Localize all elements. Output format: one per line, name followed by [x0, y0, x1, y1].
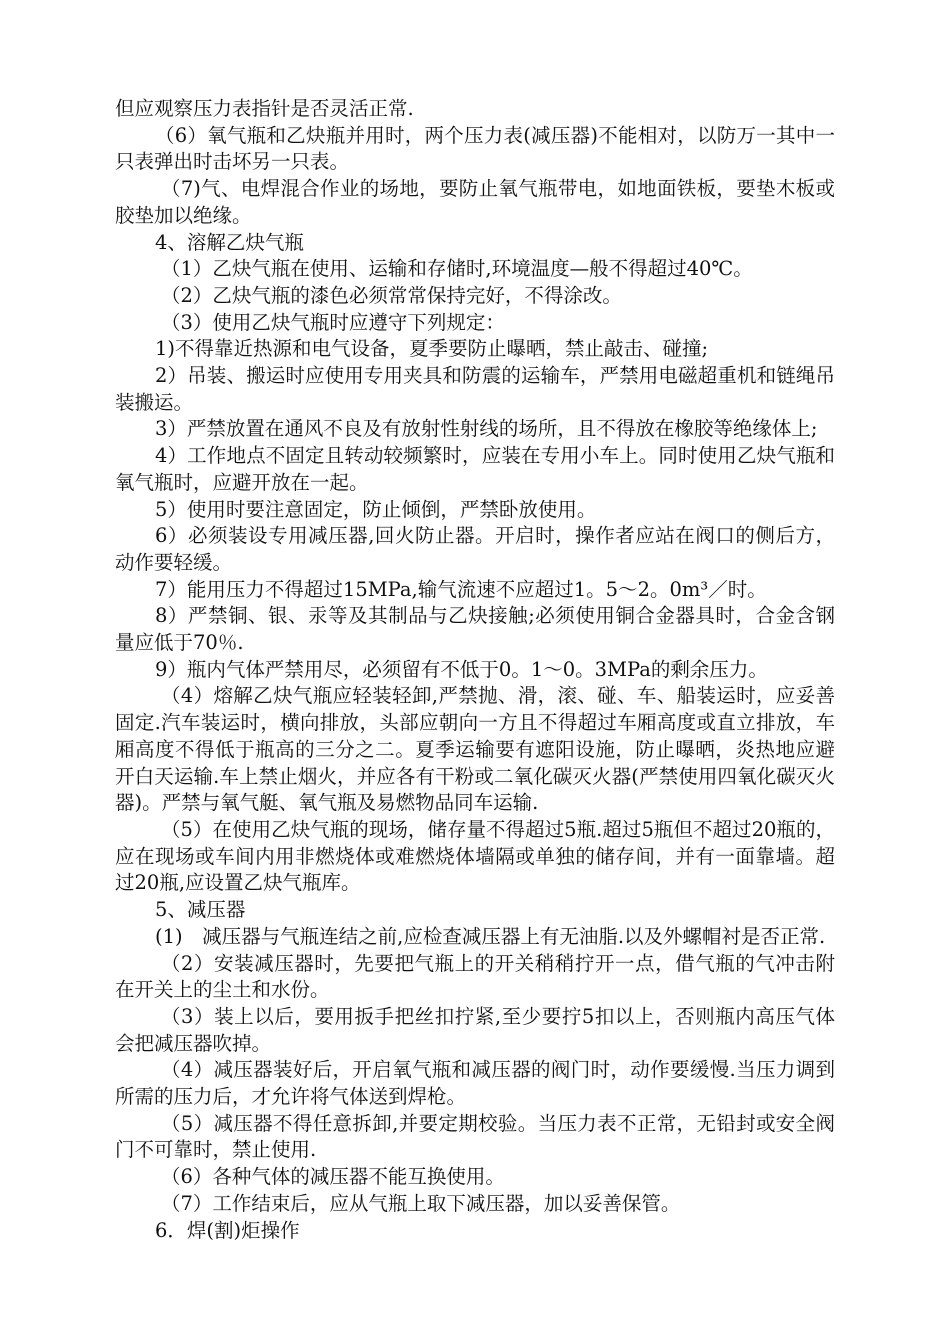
- paragraph: (1) 减压器与气瓶连结之前,应检查减压器上有无油脂.以及外螺帽衬是否正常.: [155, 924, 826, 948]
- paragraph: （3）装上以后，要用扳手把丝扣拧紧,至少要拧5扣以上，否则瓶内高压气体会把减压器吹掉。: [115, 1004, 835, 1055]
- paragraph: （1）乙炔气瓶在使用、运输和存储时,环境温度—般不得超过40℃。: [161, 257, 753, 281]
- paragraph: （3）使用乙炔气瓶时应遵守下列规定：: [161, 310, 505, 334]
- paragraph: （4）减压器装好后，开启氧气瓶和减压器的阀门时，动作要缓慢.当压力调到所需的压力后，才允许将气体送到焊枪。: [115, 1058, 835, 1109]
- paragraph: 5、减压器: [155, 898, 246, 922]
- paragraph: （6）各种气体的减压器不能互换使用。: [161, 1165, 505, 1189]
- paragraph: （7)气、电焊混合作业的场地，要防止氧气瓶带电，如地面铁板，要垫木板或胶垫加以绝缘。: [115, 177, 835, 227]
- paragraph: （5）在使用乙炔气瓶的现场，储存量不得超过5瓶.超过5瓶但不超过20瓶的，应在现场或车间内用非燃烧体或难燃烧体墙隔或单独的储存间，并有一面靠墙。超过20瓶,应设置乙炔气瓶库。: [115, 817, 835, 895]
- paragraph: （6）氧气瓶和乙炔瓶并用时，两个压力表(减压器)不能相对，以防万一其中一只表弹出时击坏另一只表。: [115, 123, 835, 174]
- paragraph: 5）使用时要注意固定，防止倾倒，严禁卧放使用。: [155, 497, 597, 521]
- paragraph: （2）乙炔气瓶的漆色必须常常保持完好，不得涂改。: [161, 283, 622, 307]
- paragraph: 6）必须装设专用减压器,回火防止器。开启时，操作者应站在阀口的侧后方，动作要轻缓。: [115, 524, 835, 574]
- paragraph: （4）熔解乙炔气瓶应轻装轻卸,严禁抛、滑，滚、碰、车、船装运时，应妥善固定.汽车装运时，横向排放，头部应朝向一方且不得超过车厢高度或直立排放，车厢高度不得低于瓶高的三分之二。夏季运输要有遮阳设施，防止曝晒，炎热地应避开白天运输.车上禁止烟火，并应各有干粉或二氧化碳灭火器(严禁使用四氧化碳灭火器)。严禁与氧气艇、氧气瓶及易燃物品同车运输.: [115, 684, 835, 815]
- paragraph: （5）减压器不得任意拆卸,并要定期校验。当压力表不正常，无铅封或安全阀门不可靠时，禁止使用.: [115, 1111, 835, 1162]
- paragraph: 但应观察压力表指针是否灵活正常.: [115, 97, 414, 120]
- paragraph: 2）吊装、搬运时应使用专用夹具和防震的运输车，严禁用电磁超重机和链绳吊装搬运。: [115, 364, 835, 414]
- paragraph: 4）工作地点不固定且转动较频繁时，应装在专用小车上。同时使用乙炔气瓶和氧气瓶时，应避开放在一起。: [115, 444, 835, 494]
- paragraph: 4、溶解乙炔气瓶: [155, 230, 304, 254]
- document-body: [115, 96, 835, 1244]
- paragraph: 3）严禁放置在通风不良及有放射性射线的场所，且不得放在橡胶等绝缘体上;: [155, 417, 818, 441]
- paragraph: 7）能用压力不得超过15MPa,输气流速不应超过1。5～2。0m³／时。: [155, 577, 767, 601]
- paragraph: 8）严禁铜、银、汞等及其制品与乙炔接触;必须使用铜合金器具时，合金含钢量应低于70％.: [115, 604, 835, 655]
- paragraph: （7）工作结束后，应从气瓶上取下减压器，加以妥善保管。: [161, 1191, 681, 1215]
- paragraph: 9）瓶内气体严禁用尽，必须留有不低于0。1～0。3MPa的剩余压力。: [155, 657, 768, 681]
- paragraph: （2）安装减压器时，先要把气瓶上的开关稍稍拧开一点，借气瓶的气冲击附在开关上的尘土和水份。: [115, 951, 835, 1002]
- paragraph: 1)不得靠近热源和电气设备，夏季要防止曝晒，禁止敲击、碰撞;: [155, 337, 709, 361]
- paragraph: 6．焊(割)炬操作: [155, 1218, 300, 1242]
